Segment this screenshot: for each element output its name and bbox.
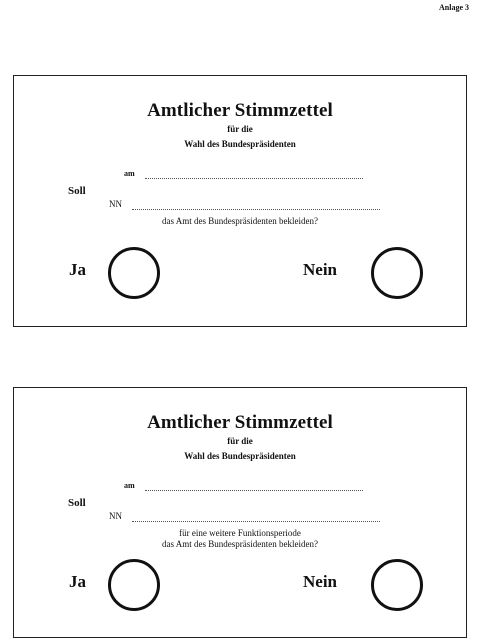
candidate-label: NN: [109, 199, 122, 209]
candidate-label: NN: [109, 511, 122, 521]
date-fill-line: [145, 178, 363, 179]
ballot-question: das Amt des Bundespräsidenten bekleiden?: [162, 216, 318, 226]
date-label: am: [124, 481, 135, 490]
no-label: Nein: [303, 260, 337, 279]
ballot-title: Amtlicher Stimmzettel: [147, 412, 333, 433]
ballot-title: Amtlicher Stimmzettel: [147, 100, 333, 121]
ballot-subtitle-line2: Wahl des Bundespräsidenten: [184, 451, 296, 461]
ballot-subtitle-line1: für die: [227, 436, 253, 446]
candidate-fill-line: [132, 209, 380, 210]
ballot-card-1: [13, 75, 467, 327]
ballot-subtitle-line2: Wahl des Bundespräsidenten: [184, 139, 296, 149]
date-label: am: [124, 169, 135, 178]
annex-label: Anlage 3: [439, 3, 469, 12]
soll-label: Soll: [68, 497, 86, 509]
ballot-question-line2: das Amt des Bundespräsidenten bekleiden?: [162, 539, 318, 549]
yes-label: Ja: [69, 260, 86, 279]
no-vote-circle[interactable]: [371, 559, 423, 611]
ballot-question-line1: für eine weitere Funktionsperiode: [179, 528, 301, 538]
yes-label: Ja: [69, 572, 86, 591]
ballot-subtitle-line1: für die: [227, 124, 253, 134]
no-label: Nein: [303, 572, 337, 591]
yes-vote-circle[interactable]: [108, 559, 160, 611]
date-fill-line: [145, 490, 363, 491]
soll-label: Soll: [68, 185, 86, 197]
ballot-card-2: [13, 387, 467, 638]
yes-vote-circle[interactable]: [108, 247, 160, 299]
no-vote-circle[interactable]: [371, 247, 423, 299]
candidate-fill-line: [132, 521, 380, 522]
